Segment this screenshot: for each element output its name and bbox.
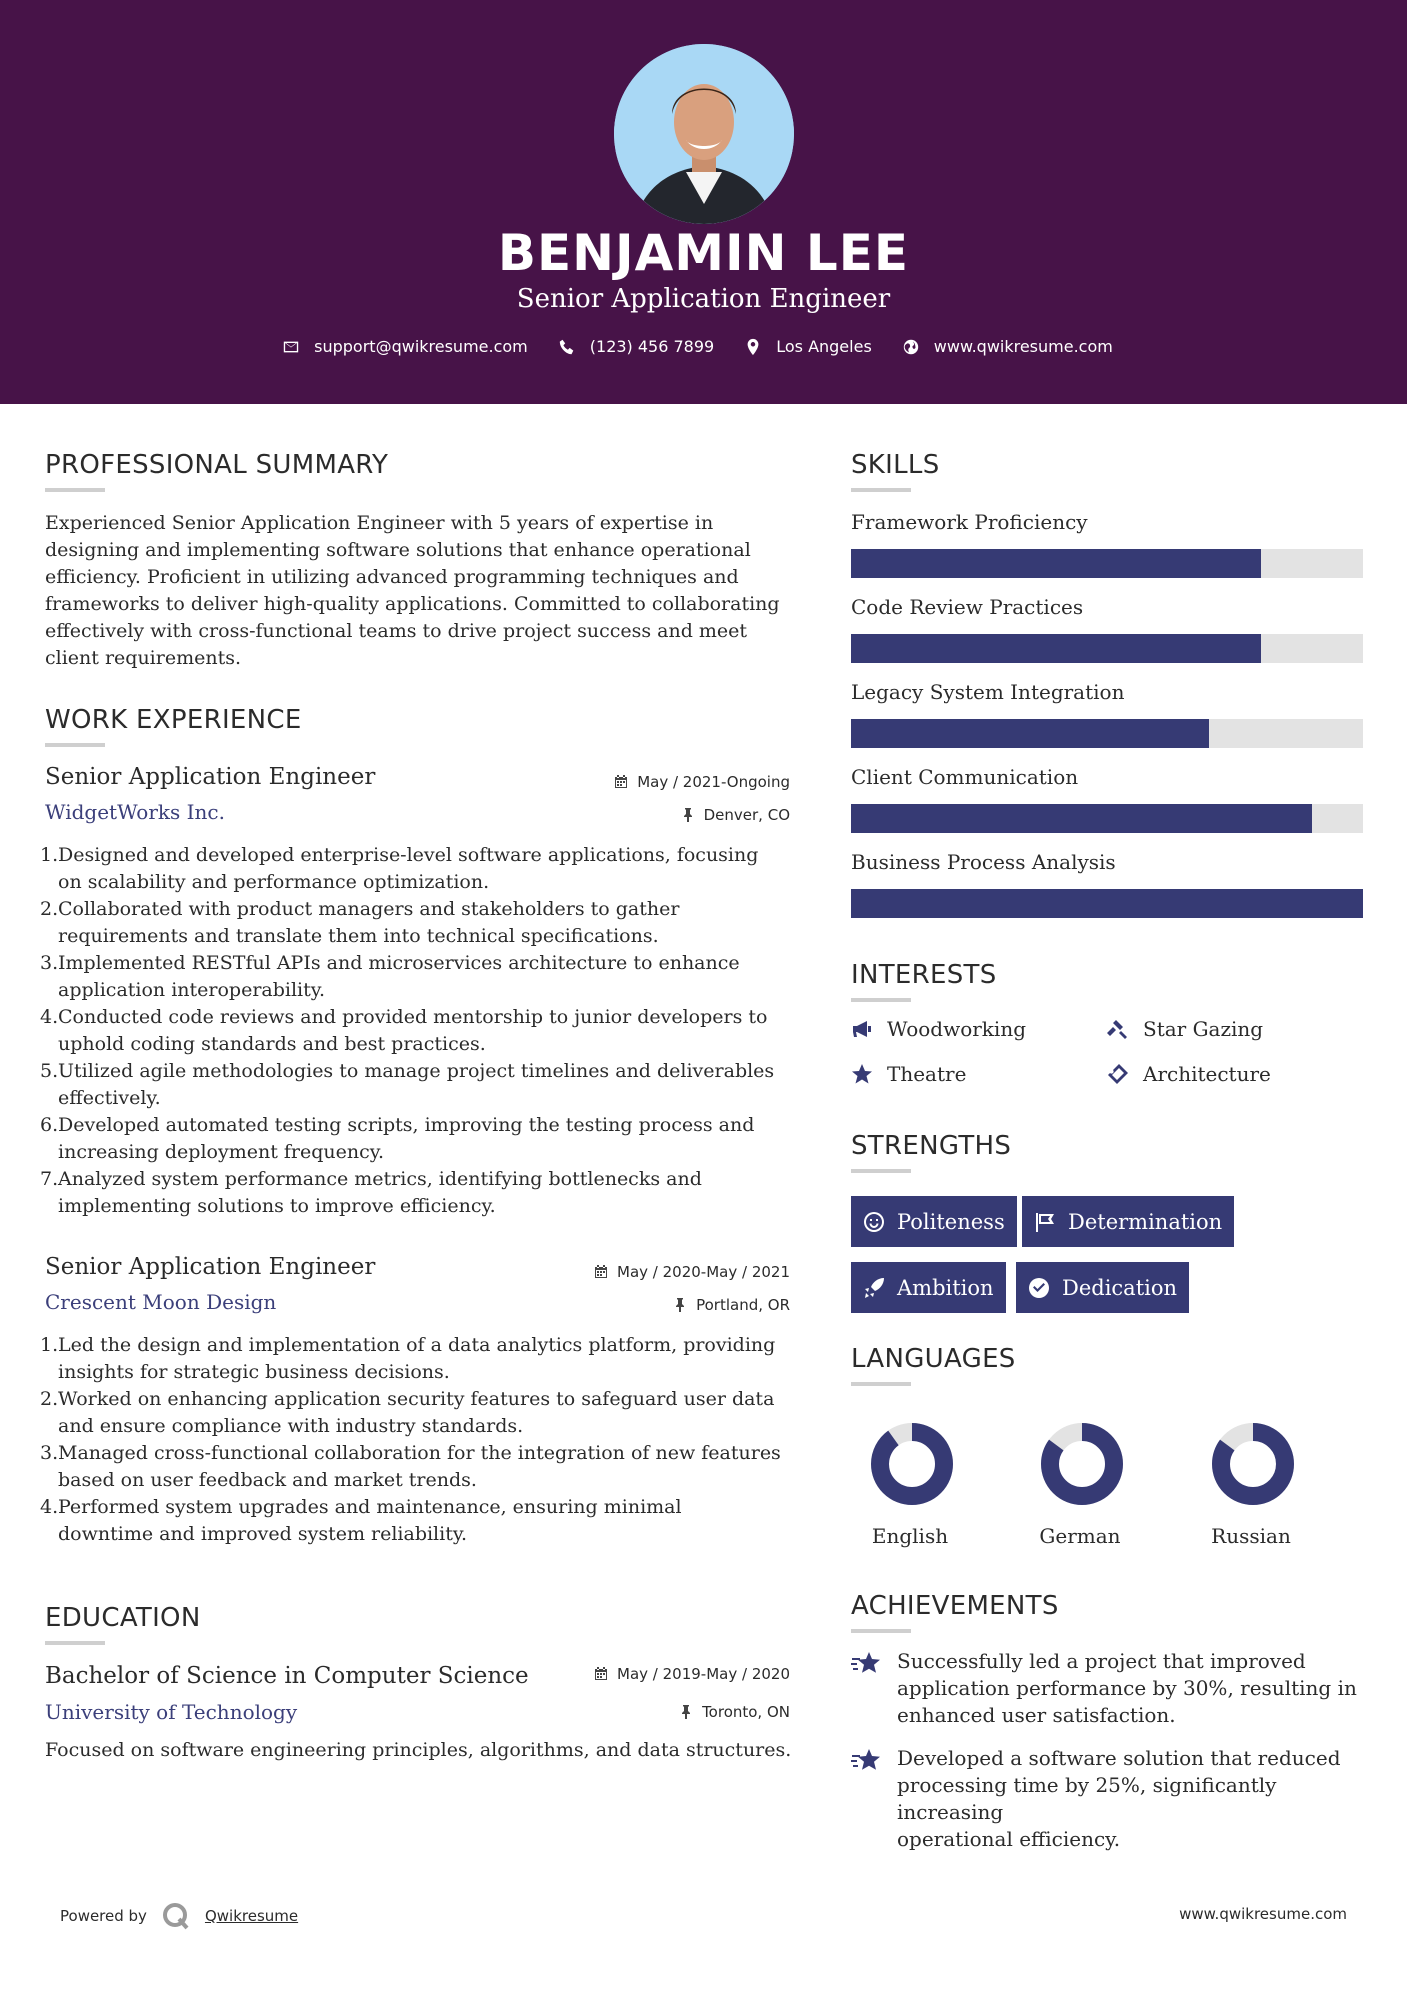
interest-item [851, 1017, 1026, 1041]
duty-item [40, 1386, 800, 1440]
language-name: Russian [1211, 1524, 1291, 1548]
achievement-line: Developed a software solution that reduced [897, 1746, 1341, 1770]
job-location [500, 1296, 790, 1314]
skill-name: Framework Proficiency [851, 510, 1088, 534]
profile-photo [614, 44, 794, 224]
ticket-icon [1107, 1063, 1129, 1085]
achievement-item [851, 1745, 1371, 1853]
achievement-text [897, 1745, 1371, 1853]
strength-chip [851, 1196, 1017, 1247]
skill-bar [851, 549, 1363, 578]
interest-label: Theatre [887, 1062, 967, 1086]
bullhorn-icon [851, 1018, 873, 1040]
duty-number: 7. [40, 1168, 59, 1190]
summary-text [45, 510, 795, 672]
job-dates [500, 1263, 790, 1281]
map-pin-icon [744, 338, 762, 356]
duty-item [40, 1166, 800, 1220]
duty-line: insights for strategic business decisions. [58, 1361, 450, 1383]
achievement-line: Successfully led a project that improved [897, 1649, 1306, 1673]
strengths-rule [851, 1169, 911, 1173]
interest-item [1107, 1062, 1271, 1086]
duty-line: Developed automated testing scripts, improving the testing process and [58, 1114, 755, 1136]
interests-rule [851, 998, 911, 1002]
duty-line: based on user feedback and market trends. [58, 1469, 477, 1491]
skill-bar-fill [851, 634, 1261, 663]
duty-item [40, 1332, 800, 1386]
duty-line: Collaborated with product managers and stakeholders to gather [58, 898, 680, 920]
flag-icon [1034, 1211, 1056, 1233]
strength-label: Ambition [897, 1275, 994, 1300]
education-location [500, 1703, 790, 1721]
pushpin-icon [672, 1297, 688, 1313]
duty-line: Led the design and implementation of a data analytics platform, providing [58, 1334, 776, 1356]
education-location-text: Toronto, ON [702, 1703, 790, 1721]
duty-line: Worked on enhancing application security features to safeguard user data [58, 1388, 775, 1410]
qwikresume-link[interactable]: Qwikresume [204, 1907, 299, 1925]
rocket-icon [863, 1277, 885, 1299]
language-name: English [871, 1524, 949, 1548]
summary-line: efficiency. Proficient in utilizing advanced programming techniques and [45, 566, 739, 588]
duty-item [40, 1058, 800, 1112]
job-title: Senior Application Engineer [45, 1254, 376, 1280]
summary-line: effectively with cross-functional teams to drive project success and meet [45, 620, 748, 642]
check-circle-icon [1028, 1277, 1050, 1299]
job-duties [40, 842, 800, 1220]
duty-line: on scalability and performance optimization. [58, 871, 490, 893]
skill-bar [851, 634, 1363, 663]
interest-label: Architecture [1143, 1062, 1271, 1086]
duty-number: 6. [40, 1114, 59, 1136]
language-donut-arc [880, 1432, 944, 1496]
skill-bar-fill [851, 889, 1363, 918]
strength-chip [1022, 1196, 1234, 1247]
skill-bar [851, 804, 1363, 833]
contact-location [744, 337, 872, 356]
interest-label: Star Gazing [1143, 1017, 1264, 1041]
interest-label: Woodworking [887, 1017, 1027, 1041]
languages-heading: LANGUAGES [851, 1344, 1016, 1374]
duty-number: 1. [40, 844, 59, 866]
pushpin-icon [678, 1704, 694, 1720]
footer-website[interactable]: www.qwikresume.com [1179, 1905, 1347, 1923]
achievement-item [851, 1648, 1371, 1729]
candidate-title: Senior Application Engineer [516, 284, 891, 314]
education-description: Focused on software engineering principles, algorithms, and data structures. [45, 1739, 792, 1761]
strengths-heading: STRENGTHS [851, 1131, 1012, 1161]
skill-bar-fill [851, 719, 1209, 748]
job-dates-text: May / 2021-Ongoing [637, 773, 790, 791]
duty-item [40, 1112, 800, 1166]
phone-icon [558, 338, 576, 356]
duty-line: Implemented RESTful APIs and microservices architecture to enhance [58, 952, 740, 974]
interest-item [1107, 1017, 1263, 1041]
job-location-text: Denver, CO [703, 806, 790, 824]
skill-name: Client Communication [851, 765, 1079, 789]
duty-number: 5. [40, 1060, 59, 1082]
duty-line: Designed and developed enterprise-level software applications, focusing [58, 844, 759, 866]
interest-item [851, 1062, 966, 1086]
duty-line: implementing solutions to improve efficiency. [58, 1195, 496, 1217]
degree-title: Bachelor of Science in Computer Science [45, 1663, 529, 1689]
qwikresume-logo-icon [161, 1901, 191, 1931]
experience-heading: WORK EXPERIENCE [45, 705, 302, 735]
achievement-line: processing time by 25%, significantly increasing [897, 1773, 1277, 1824]
candidate-name: BENJAMIN LEE [497, 224, 910, 282]
contact-phone-text: (123) 456 7899 [589, 337, 715, 356]
duty-line: uphold coding standards and best practices. [58, 1033, 486, 1055]
calendar-icon [593, 1666, 609, 1682]
duty-item [40, 1004, 800, 1058]
duty-line: application interoperability. [58, 979, 326, 1001]
interests-heading: INTERESTS [851, 960, 997, 990]
contact-email-text: support@qwikresume.com [314, 337, 528, 356]
strength-label: Politeness [897, 1209, 1005, 1234]
duty-line: Utilized agile methodologies to manage project timelines and deliverables [58, 1060, 775, 1082]
achievement-line: enhanced user satisfaction. [897, 1703, 1176, 1727]
smile-icon [863, 1211, 885, 1233]
footer-powered-by [60, 1901, 298, 1931]
strength-chip [1016, 1262, 1189, 1313]
school-name: University of Technology [45, 1700, 298, 1724]
skill-name: Legacy System Integration [851, 680, 1125, 704]
company-name: Crescent Moon Design [45, 1290, 277, 1314]
envelope-icon [282, 338, 300, 356]
duty-line: downtime and improved system reliability. [58, 1523, 468, 1545]
duty-number: 1. [40, 1334, 59, 1356]
achievement-line: application performance by 30%, resulting in [897, 1676, 1357, 1700]
skill-name: Business Process Analysis [851, 850, 1116, 874]
achievements-rule [851, 1629, 911, 1633]
achievement-line: operational efficiency. [897, 1827, 1121, 1851]
summary-rule [45, 488, 105, 492]
language-donut [1209, 1420, 1297, 1508]
duty-line: Conducted code reviews and provided mentorship to junior developers to [58, 1006, 768, 1028]
duty-number: 3. [40, 952, 59, 974]
job-location-text: Portland, OR [696, 1296, 790, 1314]
globe-icon [902, 338, 920, 356]
education-dates-text: May / 2019-May / 2020 [617, 1665, 790, 1683]
education-dates [500, 1665, 790, 1683]
summary-line: Experienced Senior Application Engineer with 5 years of expertise in [45, 512, 714, 534]
job-title: Senior Application Engineer [45, 764, 376, 790]
skill-name: Code Review Practices [851, 595, 1084, 619]
summary-line: frameworks to deliver high-quality applications. Committed to collaborating [45, 593, 780, 615]
star-trophy-icon [851, 1747, 883, 1777]
duty-line: Managed cross-functional collaboration for the integration of new features [58, 1442, 781, 1464]
company-name: WidgetWorks Inc. [45, 800, 225, 824]
experience-rule [45, 743, 105, 747]
skills-rule [851, 488, 911, 492]
duty-item [40, 950, 800, 1004]
achievement-text [897, 1648, 1357, 1729]
strength-chip [851, 1262, 1006, 1313]
skill-bar-fill [851, 804, 1312, 833]
summary-line: designing and implementing software solutions that enhance operational [45, 539, 751, 561]
job-dates-text: May / 2020-May / 2021 [617, 1263, 790, 1281]
job-dates [500, 773, 790, 791]
contact-location-text: Los Angeles [776, 337, 872, 356]
contact-website-text: www.qwikresume.com [933, 337, 1113, 356]
duty-item [40, 1440, 800, 1494]
calendar-icon [613, 774, 629, 790]
job-duties [40, 1332, 800, 1548]
contact-phone[interactable] [558, 337, 714, 356]
calendar-icon [593, 1264, 609, 1280]
duty-number: 2. [40, 1388, 59, 1410]
resume-header [0, 0, 1407, 404]
education-rule [45, 1641, 105, 1645]
summary-heading: PROFESSIONAL SUMMARY [45, 450, 389, 480]
skill-bar [851, 889, 1363, 918]
powered-by-label: Powered by [60, 1907, 147, 1925]
duty-line: increasing deployment frequency. [58, 1141, 384, 1163]
duty-line: Analyzed system performance metrics, identifying bottlenecks and [58, 1168, 702, 1190]
languages-rule [851, 1382, 911, 1386]
duty-line: and ensure compliance with industry standards. [58, 1415, 524, 1437]
language-name: German [1039, 1524, 1121, 1548]
duty-number: 3. [40, 1442, 59, 1464]
duty-number: 2. [40, 898, 59, 920]
education-heading: EDUCATION [45, 1603, 201, 1633]
summary-line: client requirements. [45, 647, 242, 669]
pushpin-icon [680, 807, 696, 823]
person-photo-icon [614, 44, 794, 224]
star-icon [851, 1063, 873, 1085]
job-location [500, 806, 790, 824]
duty-number: 4. [40, 1496, 59, 1518]
duty-line: requirements and translate them into technical specifications. [58, 925, 659, 947]
duty-line: Performed system upgrades and maintenance, ensuring minimal [58, 1496, 682, 1518]
contact-website[interactable] [902, 337, 1113, 356]
duty-line: effectively. [58, 1087, 161, 1109]
strength-label: Dedication [1062, 1275, 1178, 1300]
skill-bar-fill [851, 549, 1261, 578]
duty-item [40, 1494, 800, 1548]
language-donut [868, 1420, 956, 1508]
skills-heading: SKILLS [851, 450, 940, 480]
duty-number: 4. [40, 1006, 59, 1028]
duty-item [40, 896, 800, 950]
duty-item [40, 842, 800, 896]
contact-bar [0, 337, 1407, 356]
star-trophy-icon [851, 1650, 883, 1680]
strength-label: Determination [1068, 1209, 1223, 1234]
skill-bar [851, 719, 1363, 748]
language-donut [1038, 1420, 1126, 1508]
gavel-icon [1107, 1018, 1129, 1040]
contact-email[interactable] [282, 337, 528, 356]
achievements-heading: ACHIEVEMENTS [851, 1591, 1059, 1621]
